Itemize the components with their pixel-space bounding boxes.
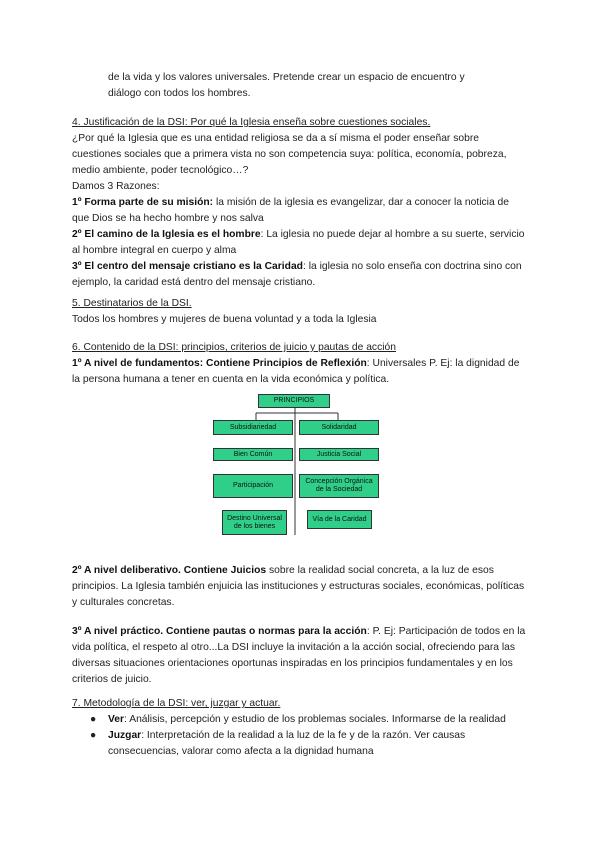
level-2-title: 2º A nivel deliberativo. Contiene Juicios — [72, 565, 267, 576]
section-4-heading: 4. Justificación de la DSI: Por qué la Iglesia enseña sobre cuestiones sociales. — [72, 117, 431, 128]
diagram-box-bien-comun: Bien Común — [213, 448, 293, 461]
level-3-title: 3º A nivel práctico. Contiene pautas o normas para la acción — [72, 626, 367, 637]
diagram-box-justicia-social: Justicia Social — [299, 448, 379, 461]
list-item-ver-title: Ver — [108, 714, 125, 725]
reason-1-text: la misión de la iglesia es evangelizar, dar a conocer la noticia de que Dios se ha hecho hombre y nos salva — [72, 197, 510, 224]
level-3-paragraph — [72, 624, 528, 688]
methodology-list — [72, 712, 528, 760]
section-5-heading: 5. Destinatarios de la DSI. — [72, 298, 192, 309]
bullet-icon: ● — [90, 714, 97, 725]
section-6-heading: 6. Contenido de la DSI: principios, criterios de juicio y pautas de acción — [72, 342, 396, 353]
level-1-title: 1º A nivel de fundamentos: Contiene Principios de Reflexión — [72, 358, 367, 369]
level-1-text: : Universales P. Ej: la dignidad de la persona humana a tener en cuenta en la vida económica y política. — [72, 358, 520, 385]
section-4-question: ¿Por qué la Iglesia que es una entidad religiosa se da a sí misma el poder enseñar sobre cuestiones sociales que a primera vista no son competencia suya: política, economía, pobreza, medio ambiente, poder tecnológico…? — [72, 133, 507, 176]
reason-2-title: 2º El camino de la Iglesia es el hombre — [72, 229, 261, 240]
diagram-box-subsidiariedad: Subsidiariedad — [213, 420, 293, 435]
diagram-box-participacion: Participación — [213, 474, 293, 498]
level-3-text: : P. Ej: Participación de todos en la vida política, el respeto al otro...La DSI incluye la invitación a la acción social, ofreciendo para las diversas situaciones orientaciones oportunas inspiradas en los principios fundamentales y en los criterios de juicio. — [72, 626, 526, 685]
diagram-root-principios: PRINCIPIOS — [258, 394, 330, 408]
reason-3-title: 3º El centro del mensaje cristiano es la Caridad — [72, 261, 303, 272]
level-2-paragraph — [72, 563, 528, 611]
bullet-icon: ● — [90, 730, 97, 741]
diagram-box-destino-universal: Destino Universal de los bienes — [222, 510, 287, 535]
section-5-text: Todos los hombres y mujeres de buena voluntad y a toda la Iglesia — [72, 314, 377, 325]
list-item-juzgar — [72, 728, 528, 760]
diagram-box-solidaridad: Solidaridad — [299, 420, 379, 435]
intro-line-1: de la vida y los valores universales. Pretende crear un espacio de encuentro y — [108, 72, 465, 83]
diagram-box-via-caridad: Vía de la Caridad — [307, 510, 372, 529]
section-7-heading: 7. Metodología de la DSI: ver, juzgar y actuar. — [72, 698, 281, 709]
level-2-text: sobre la realidad social concreta, a la luz de esos principios. La Iglesia también enjuicia las instituciones y estructuras sociales, económicas, políticas y culturales concretas. — [72, 565, 525, 608]
list-item-ver — [72, 712, 528, 728]
diagram-box-concepcion-organica: Concepción Orgánica de la Sociedad — [299, 474, 379, 498]
list-item-juzgar-title: Juzgar — [108, 730, 142, 741]
reason-2-text: : La iglesia no puede dejar al hombre a su suerte, servicio al hombre integral en cuerpo y alma — [72, 229, 525, 256]
list-item-juzgar-text: : Interpretación de la realidad a la luz de la fe y de la razón. Ver causas consecuencias, valorar como afecta a la dignidad humana — [108, 730, 466, 757]
intro-line-2: diálogo con todos los hombres. — [108, 88, 251, 99]
reason-1-title: 1º Forma parte de su misión: — [72, 197, 214, 208]
reasons-intro: Damos 3 Razones: — [72, 181, 160, 192]
reason-3-text: : la iglesia no solo enseña con doctrina sino con ejemplo, la caridad está dentro del mensaje cristiano. — [72, 261, 522, 288]
list-item-ver-text: : Análisis, percepción y estudio de los problemas sociales. Informarse de la realidad — [124, 714, 506, 725]
